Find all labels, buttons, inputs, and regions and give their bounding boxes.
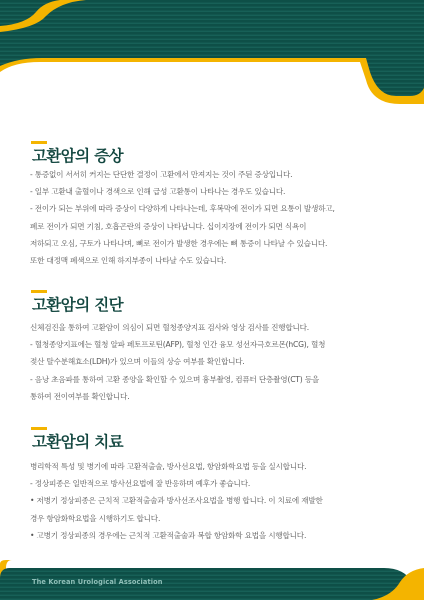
text-line: 폐로 전이가 되면 기침, 호흡곤란의 증상이 나타납니다. 십이지장에 전이가 되면 식욕이 xyxy=(30,221,307,231)
text-line: • 저병기 정상피종은 근치적 고환적출술과 방사선조사요법을 병행 합니다. 이 치료에 재발한 xyxy=(30,496,323,506)
text-line: • 고병기 정상피종의 경우에는 근치적 고환적출술과 복합 항암화학 요법을 시행합니다. xyxy=(30,530,307,540)
text-line: - 정상피종은 일반적으로 방사선요법에 잘 반응하며 예후가 좋습니다. xyxy=(30,479,251,489)
text-line: 젖산 탈수분해효소(LDH)가 있으며 이들의 상승 여부를 확인합니다. xyxy=(30,357,245,367)
text-line: - 혈청종양지표에는 혈청 알파 페토프로틴(AFP), 혈청 인간 융모 성선자극호르몬(hCG), 혈청 xyxy=(30,340,326,350)
text-line: - 전이가 되는 부위에 따라 증상이 다양하게 나타나는데, 후복막에 전이가 되면 요통이 발생하고, xyxy=(30,204,335,214)
section-title-diagnosis: 고환암의 진단 xyxy=(32,296,124,314)
section-title-treatment: 고환암의 치료 xyxy=(32,433,124,451)
text-line: - 음낭 초음파를 통하여 고환 종양을 확인할 수 있으며 흉부촬영, 컴퓨터 단층촬영(CT) 등을 xyxy=(30,374,319,384)
section-title-symptoms: 고환암의 증상 xyxy=(32,147,124,165)
text-line: 경우 항암화학요법을 시행하기도 합니다. xyxy=(30,513,161,523)
header-banner xyxy=(0,0,424,108)
text-line: 신체검진을 통하여 고환암이 의심이 되면 혈청종양지표 검사와 영상 검사를 진행합니다. xyxy=(30,323,310,332)
text-line: 저하되고 오심, 구토가 나타나며, 뼈로 전이가 발생한 경우에는 뼈 통증이 나타날 수 있습니다. xyxy=(30,238,328,248)
text-line: 병리학적 특성 및 병기에 따라 고환적출술, 방사선요법, 항암화학요법 등을 실시합니다. xyxy=(30,462,307,471)
diagnosis-text xyxy=(30,319,398,405)
text-line: - 일부 고환내 출혈이나 경색으로 인해 급성 고환통이 나타나는 경우도 있습니다. xyxy=(30,187,286,197)
symptoms-text xyxy=(30,166,398,269)
text-line: 통하여 전이여부를 확인합니다. xyxy=(30,391,130,401)
footer-organization-name: The Korean Urological Association xyxy=(32,578,163,586)
text-line: 또한 대정맥 폐색으로 인해 하지부종이 나타날 수도 있습니다. xyxy=(30,256,227,266)
text-line: - 통증없이 서서히 커지는 단단한 결정이 고환에서 만져지는 것이 주된 증상입니다. xyxy=(30,170,293,179)
treatment-text xyxy=(30,458,398,544)
